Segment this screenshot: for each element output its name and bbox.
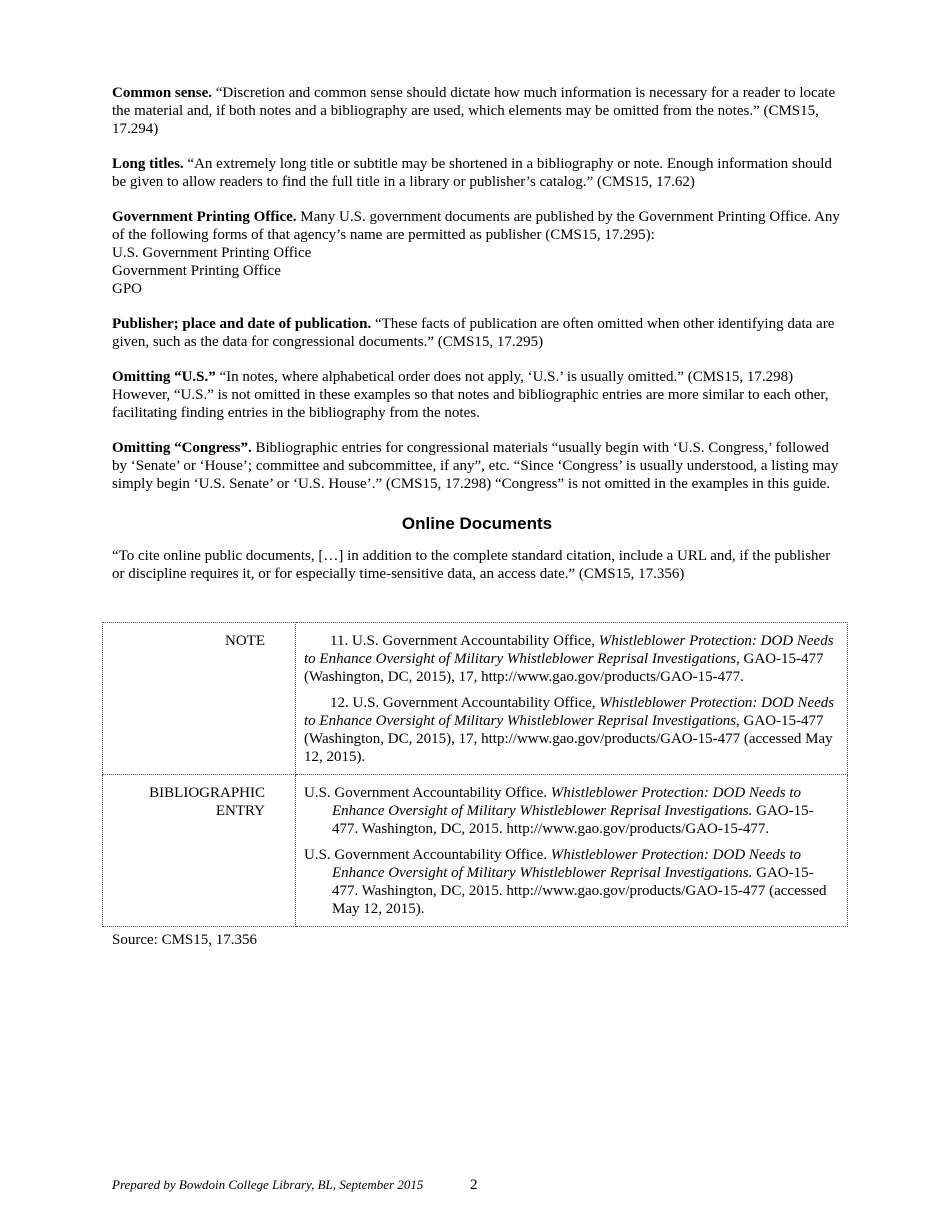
paragraph-text: “These facts of publication are often omitted when other identifying data are given, such as the data for congressional documents.” (CMS15, 17.295) [112,316,835,350]
bibliography-entry [304,784,839,838]
section-intro: “To cite online public documents, […] in addition to the complete standard citation, include a URL and, if the publisher or discipline requires it, or for especially time-sensitive data, an access date.” (CMS15, 17.356) [112,548,831,582]
table-row [103,775,848,927]
paragraph-omitting-us [112,368,842,422]
note-text: 12. U.S. Government Accountability Office, [330,695,600,711]
citation-example-table [102,622,848,927]
note-label-cell [103,623,296,775]
note-text: 11. U.S. Government Accountability Office, [330,633,599,649]
entry-text: GAO-15-477. Washington, DC, 2015. http://www.gao.gov/products/GAO-15-477. [332,803,814,837]
paragraph-text: “In notes, where alphabetical order does not apply, ‘U.S.’ is usually omitted.” (CMS15, 17.298) However, “U.S.” is not omitted in these examples so that notes and bibliographic entries are more similar to each other, facilitating finding entries in the bibliography from the notes. [112,369,829,421]
paragraph-publisher-place-date [112,315,842,351]
list-item: U.S. Government Printing Office [112,245,312,261]
bibliography-entry [304,846,839,918]
paragraph-common-sense [112,84,842,138]
paragraph-text: Many U.S. government documents are published by the Government Printing Office. Any of the following forms of that agency’s name are permitted as publisher (CMS15, 17.295): [112,209,840,243]
page-number: 2 [470,1177,478,1193]
paragraph-title: Long titles. [112,156,184,172]
paragraph-text: “An extremely long title or subtitle may be shortened in a bibliography or note. Enough information should be given to allow readers to find the full title in a library or publisher’s catalog.” (CMS15, 17.62) [112,156,832,190]
list-item: Government Printing Office [112,263,281,279]
section-heading: Online Documents [401,514,553,533]
bibliography-examples-cell [296,775,848,927]
paragraph-title: Government Printing Office. [112,209,297,225]
footer-credit: Prepared by Bowdoin College Library, BL, September 2015 [112,1177,424,1192]
note-examples-cell [296,623,848,775]
document-body [112,84,842,593]
bibliography-label: ENTRY [215,803,265,819]
paragraph-title: Common sense. [112,85,212,101]
table-source: Source: CMS15, 17.356 [112,932,258,948]
publisher-name-list [112,244,842,298]
note-text: , GAO-15-477 (Washington, DC, 2015), 17, http://www.gao.gov/products/GAO-15-477 (accessed May 12, 2015). [304,713,833,765]
paragraph-text: Bibliographic entries for congressional materials “usually begin with ‘U.S. Congress,’ followed by ‘Senate’ or ‘House’; committee and subcommittee, if any”, etc. “Since ‘Congress’ is usually understood, a listing may simply begin ‘U.S. Senate’ or ‘U.S. House’.” (CMS15, 17.298) “Congress” is not omitted in the examples in this guide. [112,440,839,492]
document-title: Whistleblower Protection: DOD Needs to Enhance Oversight of Military Whistleblower Reprisal Investigations. [332,785,802,819]
note-entry [304,632,839,686]
table-row [103,623,848,775]
paragraph-title: Publisher; place and date of publication. [112,316,372,332]
paragraph-text: “Discretion and common sense should dictate how much information is necessary for a reader to locate the material and, if both notes and a bibliography are used, which elements may be omitted from the notes.” (CMS15, 17.294) [112,85,836,137]
entry-text: U.S. Government Accountability Office. [304,847,551,863]
note-entry [304,694,839,766]
document-title: Whistleblower Protection: DOD Needs to Enhance Oversight of Military Whistleblower Reprisal Investigations [304,695,835,729]
document-title: Whistleblower Protection: DOD Needs to Enhance Oversight of Military Whistleblower Reprisal Investigations [304,633,834,667]
note-text: , GAO-15-477 (Washington, DC, 2015), 17, http://www.gao.gov/products/GAO-15-477. [304,651,824,685]
document-title: Whistleblower Protection: DOD Needs to Enhance Oversight of Military Whistleblower Reprisal Investigations. [332,847,802,881]
note-label: NOTE [225,633,265,649]
paragraph-title: Omitting “Congress”. [112,440,252,456]
entry-text: GAO-15-477. Washington, DC, 2015. http://www.gao.gov/products/GAO-15-477 (accessed May 12, 2015). [332,865,827,917]
entry-text: U.S. Government Accountability Office. [304,785,551,801]
paragraph-title: Omitting “U.S.” [112,369,216,385]
bibliography-label-cell [103,775,296,927]
paragraph-gpo [112,208,842,298]
paragraph-omitting-congress [112,439,842,493]
list-item: GPO [112,281,143,297]
bibliography-label: BIBLIOGRAPHIC [149,785,265,801]
paragraph-long-titles [112,155,842,191]
